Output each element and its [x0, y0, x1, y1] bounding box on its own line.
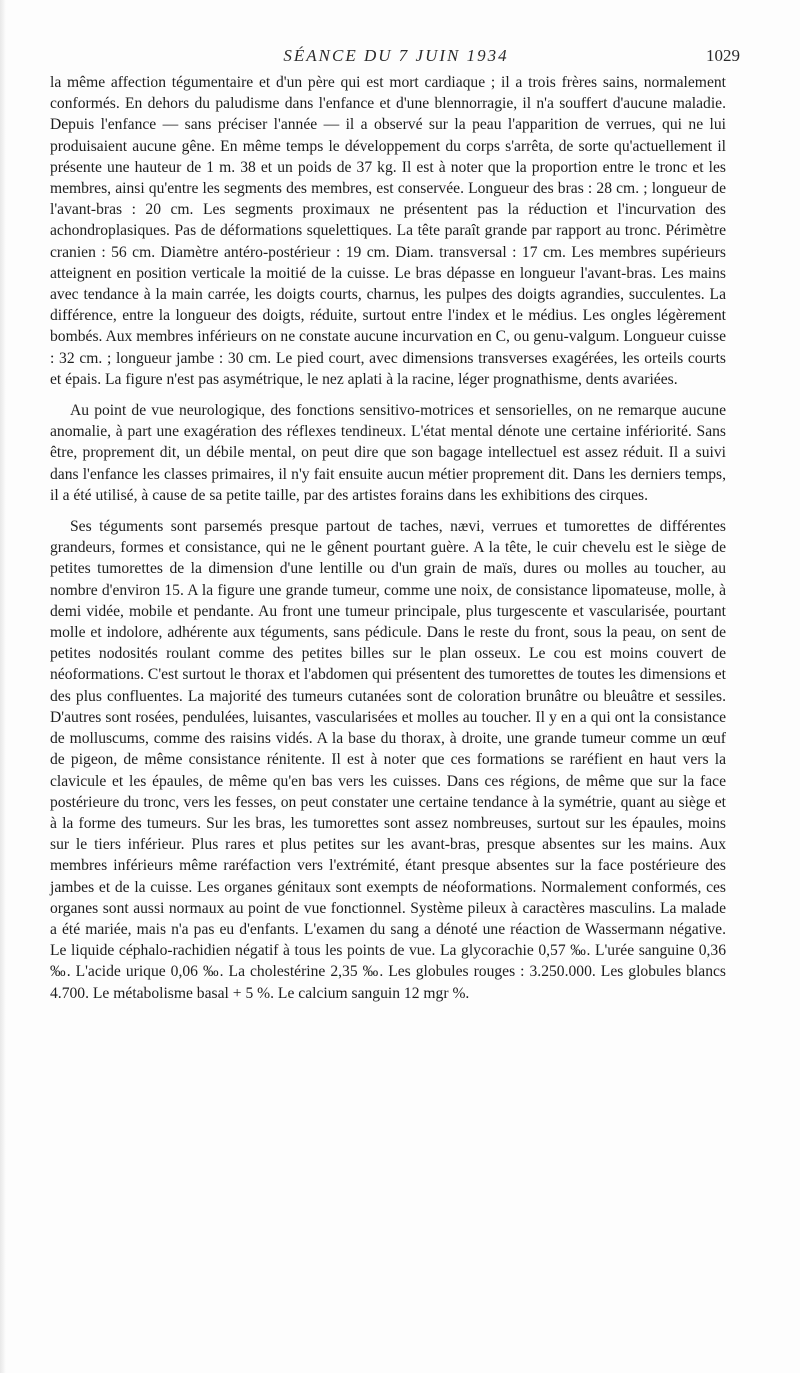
page-number: 1029	[706, 46, 740, 65]
body-text	[50, 72, 726, 1004]
paragraph-physical-exam: la même affection tégumentaire et d'un père qui est mort cardiaque ; il a trois frères sains, normalement conformés. En dehors du paludisme dans l'enfance et d'une blennorragie, il n'a souffert d'aucune maladie. Depuis l'enfance — sans préciser l'année — il a observé sur la peau l'apparition de verrues, qui ne lui produisaient aucune gêne. En même temps le développement du corps s'arrêta, de sorte qu'actuellement il présente une hauteur de 1 m. 38 et un poids de 37 kg. Il est à noter que la proportion entre le tronc et les membres, ainsi qu'entre les segments des membres, est conservée. Longueur des bras : 28 cm. ; longueur de l'avant-bras : 20 cm. Les segments proximaux ne présentent pas la réduction et l'incurvation des achondroplasiques. Pas de déformations squelettiques. La tête paraît grande par rapport au tronc. Périmètre cranien : 56 cm. Diamètre antéro-postérieur : 19 cm. Diam. transversal : 17 cm. Les membres supérieurs atteignent en position verticale la moitié de la cuisse. Le bras dépasse en longueur l'avant-bras. Les mains avec tendance à la main carrée, les doigts courts, charnus, les pulpes des doigts agrandies, succulentes. La différence, entre la longueur des doigts, réduite, surtout entre l'index et le médius. Les ongles légèrement bombés. Aux membres inférieurs on ne constate aucune incurvation en C, ou genu-valgum. Longueur cuisse : 32 cm. ; longueur jambe : 30 cm. Le pied court, avec dimensions transverses exagérées, les orteils courts et épais. La figure n'est pas asymétrique, le nez aplati à la racine, léger prognathisme, dents avariées.	[50, 74, 726, 388]
paragraph-neurological: Au point de vue neurologique, des fonctions sensitivo-motrices et sensorielles, on ne remarque aucune anomalie, à part une exagération des réflexes tendineux. L'état mental dénote une certaine infériorité. Sans être, proprement dit, un débile mental, on peut dire que son bagage intellectuel est assez réduit. Il a suivi dans l'enfance les classes primaires, il n'y fait ensuite aucun métier proprement dit. Dans les derniers temps, il a été utilisé, à cause de sa petite taille, par des artistes forains dans les exhibitions des cirques.	[50, 402, 726, 504]
paragraph-teguments: Ses téguments sont parsemés presque partout de taches, nævi, verrues et tumorettes de différentes grandeurs, formes et consistance, qui ne le gênent pourtant guère. A la tête, le cuir chevelu est le siège de petites tumorettes de la dimension d'une lentille ou d'un grain de maïs, dures ou molles au toucher, au nombre d'environ 15. A la figure une grande tumeur, comme une noix, de consistance lipomateuse, molle, à demi vidée, mobile et pendante. Au front une tumeur principale, plus turgescente et vascularisée, pourtant molle et indolore, adhérente aux téguments, sans pédicule. Dans le reste du front, sous la peau, on sent de petites nodosités roulant comme des petites billes sur le plan osseux. Le cou est moins couvert de néoformations. C'est surtout le thorax et l'abdomen qui présentent des tumorettes de toutes les dimensions et des plus confluentes. La majorité des tumeurs cutanées sont de coloration brunâtre ou bleuâtre et sessiles. D'autres sont rosées, pendulées, luisantes, vascularisées et molles au toucher. Il y en a qui ont la consistance de molluscums, comme des raisins vidés. A la base du thorax, à droite, une grande tumeur comme un œuf de pigeon, de même consistance rénitente. Il est à noter que ces formations se raréfient en haut vers la clavicule et les épaules, de même qu'en bas vers les cuisses. Dans ces régions, de même que sur la face postérieure du tronc, vers les fesses, on peut constater une certaine tendance à la symétrie, quant au siège et à la forme des tumeurs. Sur les bras, les tumorettes sont assez nombreuses, surtout sur les épaules, moins sur le tiers inférieur. Plus rares et plus petites sur les avant-bras, presque absentes sur les mains. Aux membres inférieurs même raréfaction vers l'extrémité, étant presque absentes sur la face postérieure des jambes et de la cuisse. Les organes génitaux sont exempts de néoformations. Normalement conformés, ces organes sont aussi normaux au point de vue fonctionnel. Système pileux à caractères masculins. La malade a été mariée, mais n'a pas eu d'enfants. L'examen du sang a dénoté une réaction de Wassermann négative. Le liquide céphalo-rachidien négatif à tous les points de vue. La glycorachie 0,57 ‰. L'urée sanguine 0,36 ‰. L'acide urique 0,06 ‰. La cholestérine 2,35 ‰. Les globules rouges : 3.250.000. Les globules blancs 4.700. Le métabolisme basal + 5 %. Le calcium sanguin 12 mgr %.	[50, 518, 726, 1002]
scan-shadow-edge	[0, 0, 6, 1373]
header-title: SÉANCE DU 7 JUIN 1934	[283, 46, 509, 65]
